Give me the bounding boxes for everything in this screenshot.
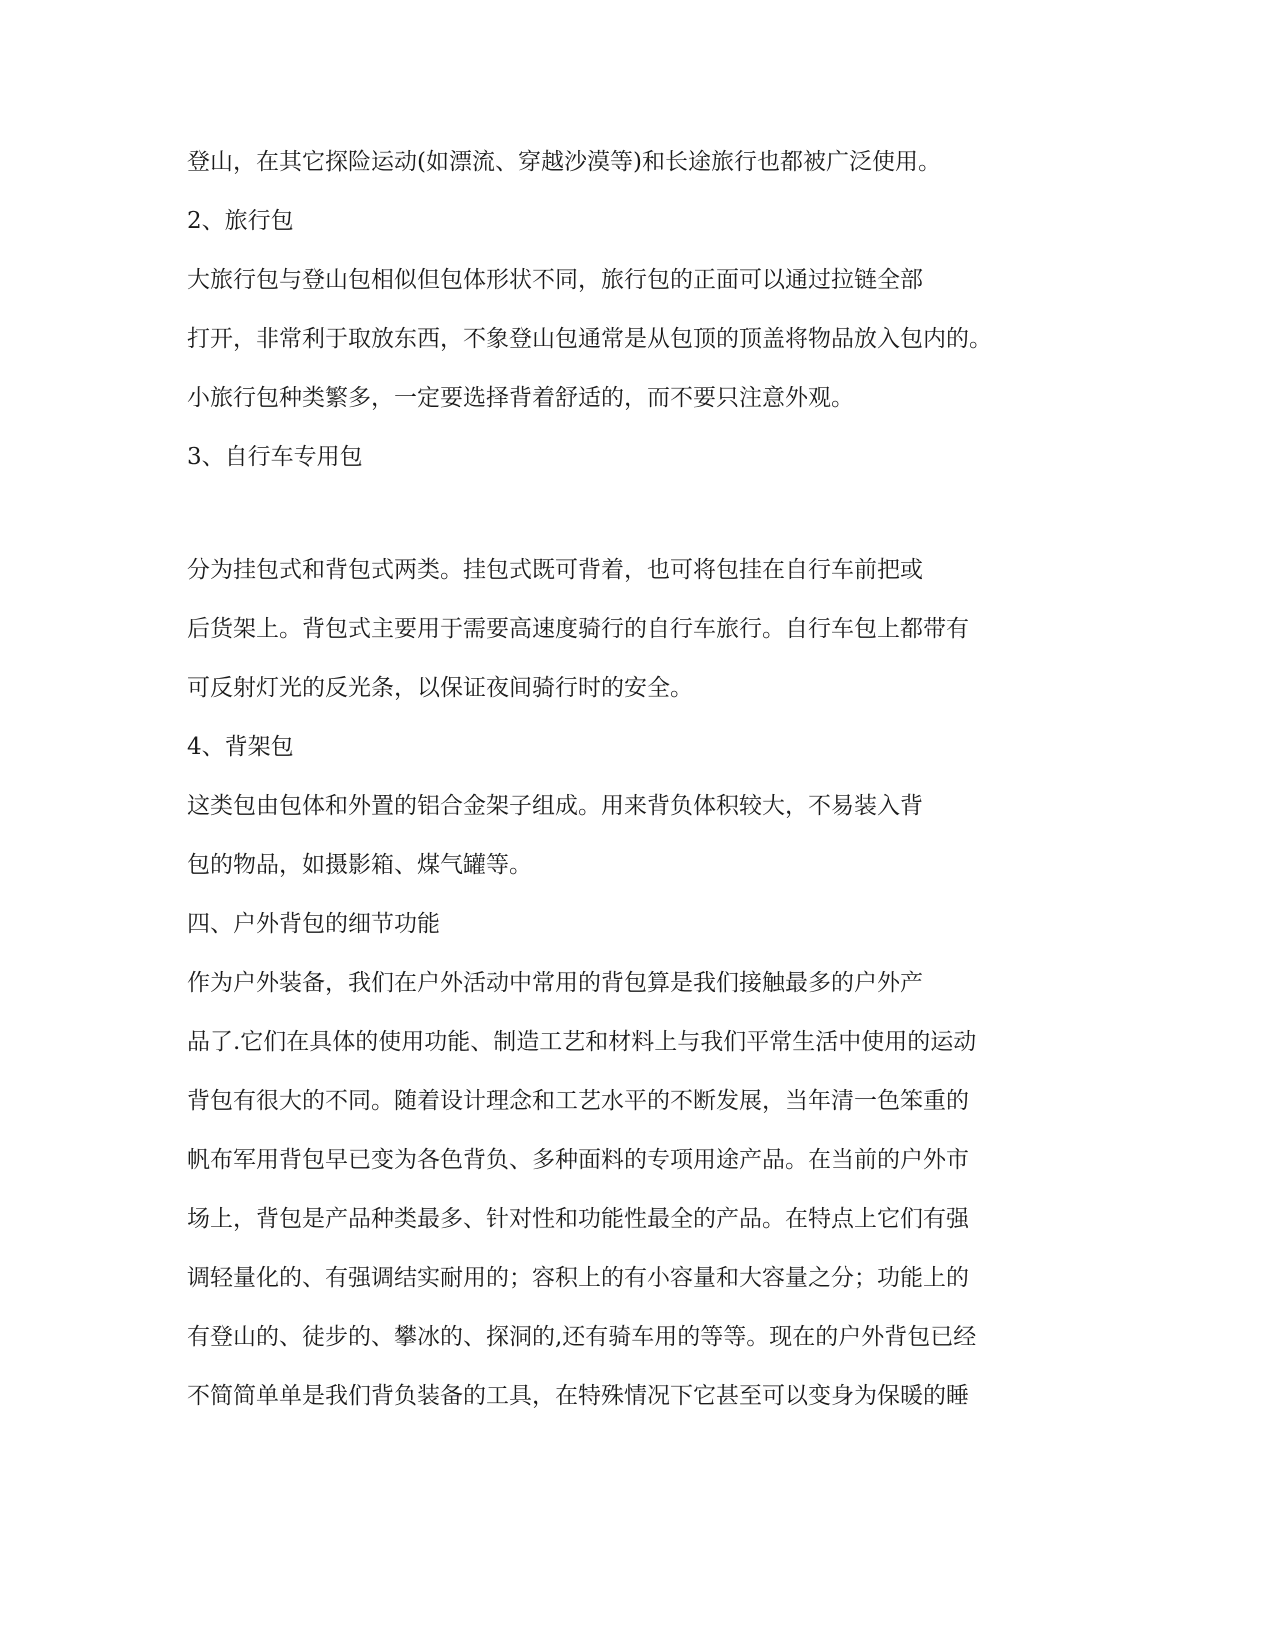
- paragraph-line: 调轻量化的、有强调结实耐用的；容积上的有小容量和大容量之分；功能上的: [187, 1265, 969, 1291]
- paragraph-line: 场上，背包是产品种类最多、针对性和功能性最全的产品。在特点上它们有强: [187, 1206, 969, 1232]
- paragraph-line: 分为挂包式和背包式两类。挂包式既可背着，也可将包挂在自行车前把或: [187, 557, 923, 583]
- paragraph-line: 品了.它们在具体的使用功能、制造工艺和材料上与我们平常生活中使用的运动: [187, 1029, 977, 1055]
- paragraph-line: 背包有很大的不同。随着设计理念和工艺水平的不断发展，当年清一色笨重的: [187, 1088, 969, 1114]
- section-heading-frame-pack: 4、背架包: [187, 734, 294, 760]
- paragraph-line: 不简简单单是我们背负装备的工具，在特殊情况下它甚至可以变身为保暖的睡: [187, 1383, 969, 1409]
- paragraph-line: 帆布军用背包早已变为各色背负、多种面料的专项用途产品。在当前的户外市: [187, 1147, 969, 1173]
- section-heading-detail-features: 四、户外背包的细节功能: [187, 911, 440, 937]
- paragraph-line: 后货架上。背包式主要用于需要高速度骑行的自行车旅行。自行车包上都带有: [187, 616, 969, 642]
- paragraph-line: 打开，非常利于取放东西，不象登山包通常是从包顶的顶盖将物品放入包内的。: [187, 326, 992, 352]
- paragraph-line: 包的物品，如摄影箱、煤气罐等。: [187, 852, 532, 878]
- paragraph-line: 登山，在其它探险运动(如漂流、穿越沙漠等)和长途旅行也都被广泛使用。: [187, 149, 941, 175]
- paragraph-line: 大旅行包与登山包相似但包体形状不同，旅行包的正面可以通过拉链全部: [187, 267, 923, 293]
- paragraph-line: 作为户外装备，我们在户外活动中常用的背包算是我们接触最多的户外产: [187, 970, 923, 996]
- paragraph-line: 小旅行包种类繁多，一定要选择背着舒适的，而不要只注意外观。: [187, 385, 854, 411]
- paragraph-line: 可反射灯光的反光条，以保证夜间骑行时的安全。: [187, 675, 693, 701]
- paragraph-line: 有登山的、徒步的、攀冰的、探洞的,还有骑车用的等等。现在的户外背包已经: [187, 1324, 977, 1350]
- section-heading-bicycle-bag: 3、自行车专用包: [187, 444, 363, 470]
- section-heading-travel-bag: 2、旅行包: [187, 208, 294, 234]
- paragraph-line: 这类包由包体和外置的铝合金架子组成。用来背负体积较大，不易装入背: [187, 793, 923, 819]
